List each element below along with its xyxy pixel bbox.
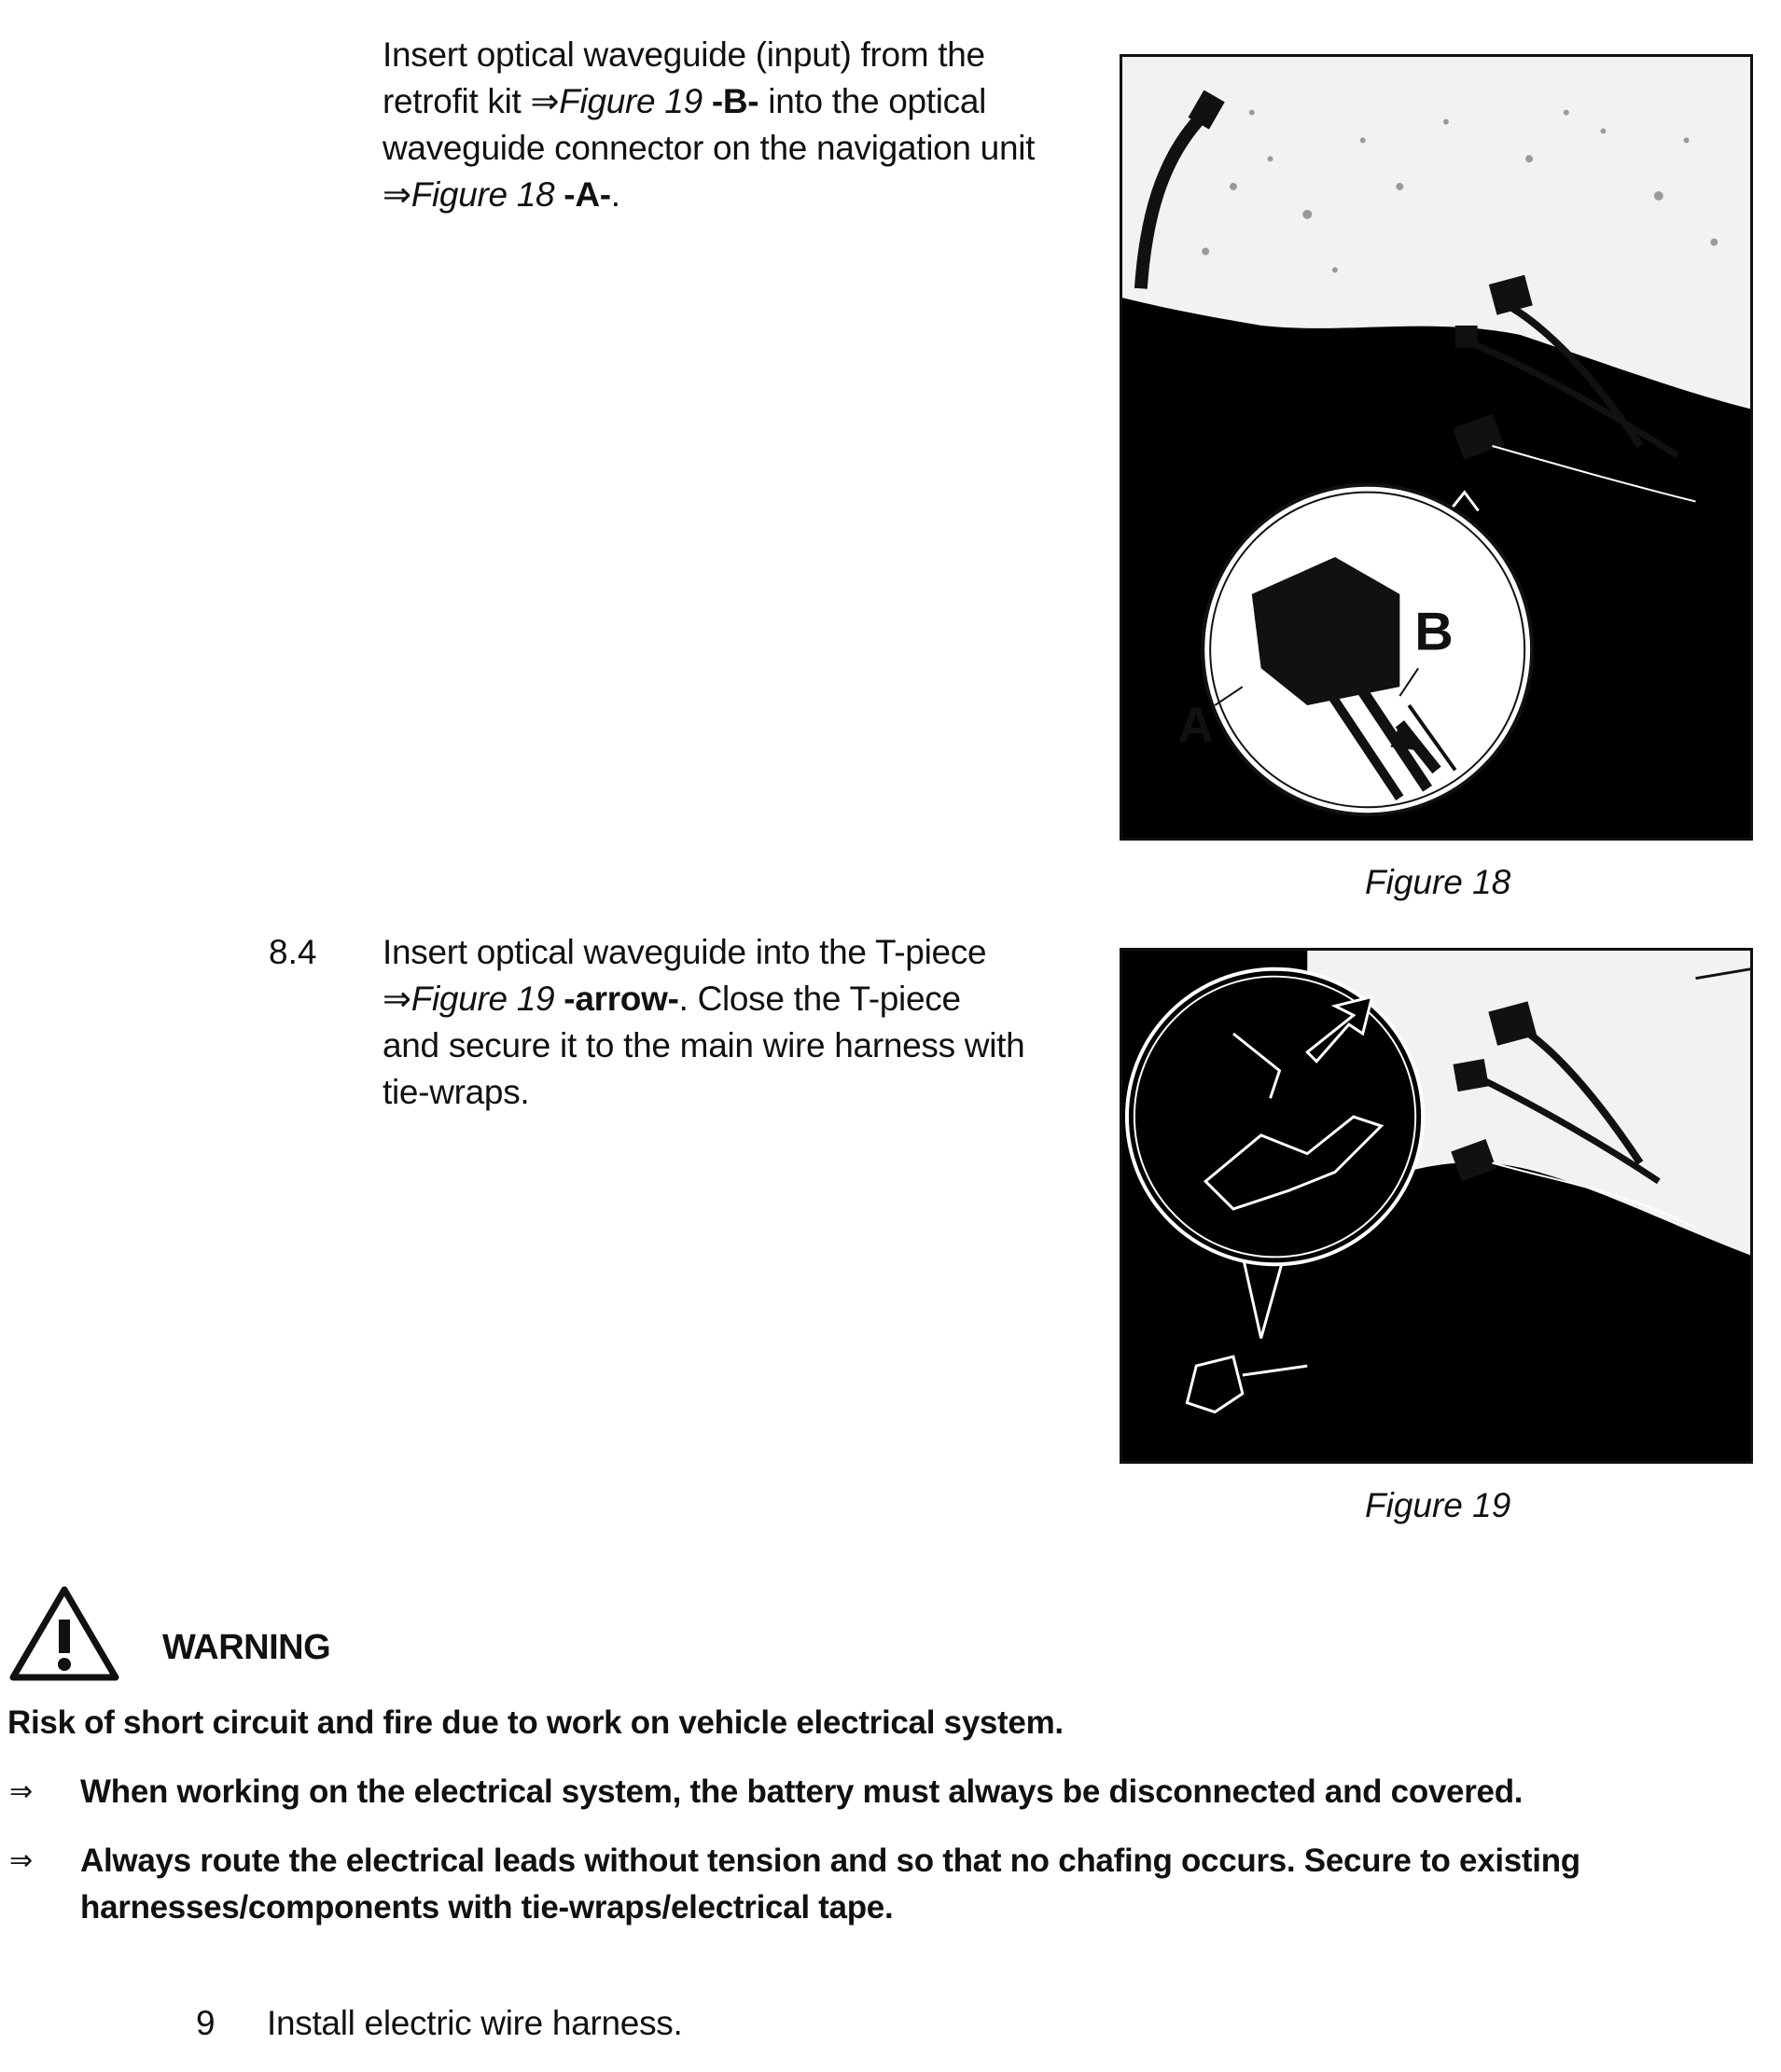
step-insert-input-text <box>383 32 1054 218</box>
figure-ref-link[interactable]: Figure 18 <box>410 175 564 214</box>
bullet-arrow-icon: ⇒ <box>9 1844 34 1877</box>
figure-ref-link[interactable]: Figure 19 <box>559 82 712 120</box>
step-line: and secure it to the main wire harness with <box>383 1026 1025 1064</box>
figure-18-photo <box>1122 57 1750 838</box>
figure-19-image <box>1120 948 1753 1464</box>
warning-bullet-2-line: Always route the electrical leads without tension and so that no chafing occurs. Secure to existing <box>80 1843 1580 1879</box>
bullet-arrow-icon: ⇒ <box>9 1775 34 1808</box>
warning-title: WARNING <box>162 1628 331 1667</box>
step-number: 8.4 <box>269 933 317 971</box>
figure-18-label-a: A <box>1177 698 1215 754</box>
step-number: 9 <box>196 2004 216 2042</box>
step-line: retrofit kit ⇒Figure 19 -B- into the optical <box>383 82 987 120</box>
step-8-4-text <box>383 929 1054 1116</box>
warning-icon <box>9 1586 119 1681</box>
warning-bullet-2 <box>80 1838 1760 1931</box>
warning-bullet-2-line: harnesses/components with tie-wraps/electrical tape. <box>80 1889 894 1926</box>
figure-label: -A- <box>564 175 611 214</box>
step-9-text: Install electric wire harness. <box>267 2004 683 2042</box>
step-line: ⇒Figure 18 -A-. <box>383 175 620 214</box>
figure-ref-arrow: ⇒ <box>530 82 560 120</box>
figure-19-caption: Figure 19 <box>1365 1486 1511 1524</box>
warning-bullet-1: When working on the electrical system, the battery must always be disconnected and covered. <box>80 1773 1524 1810</box>
figure-18-label-b: B <box>1414 602 1454 662</box>
figure-label: -B- <box>711 82 759 120</box>
figure-ref-arrow: ⇒ <box>383 175 411 214</box>
step-line: Insert optical waveguide into the T-piece <box>383 933 987 971</box>
figure-19-photo <box>1122 951 1750 1461</box>
step-line: waveguide connector on the navigation unit <box>383 129 1036 167</box>
step-line: Insert optical waveguide (input) from the <box>383 35 985 74</box>
figure-label: -arrow- <box>564 980 679 1018</box>
step-line: ⇒Figure 19 -arrow-. Close the T-piece <box>383 980 961 1018</box>
figure-ref-link[interactable]: Figure 19 <box>410 980 564 1018</box>
figure-ref-arrow: ⇒ <box>383 980 411 1018</box>
figure-18-image <box>1120 54 1753 841</box>
warning-headline: Risk of short circuit and fire due to work on vehicle electrical system. <box>7 1704 1064 1741</box>
figure-18-caption: Figure 18 <box>1365 863 1511 901</box>
step-line: tie-wraps. <box>383 1073 530 1111</box>
